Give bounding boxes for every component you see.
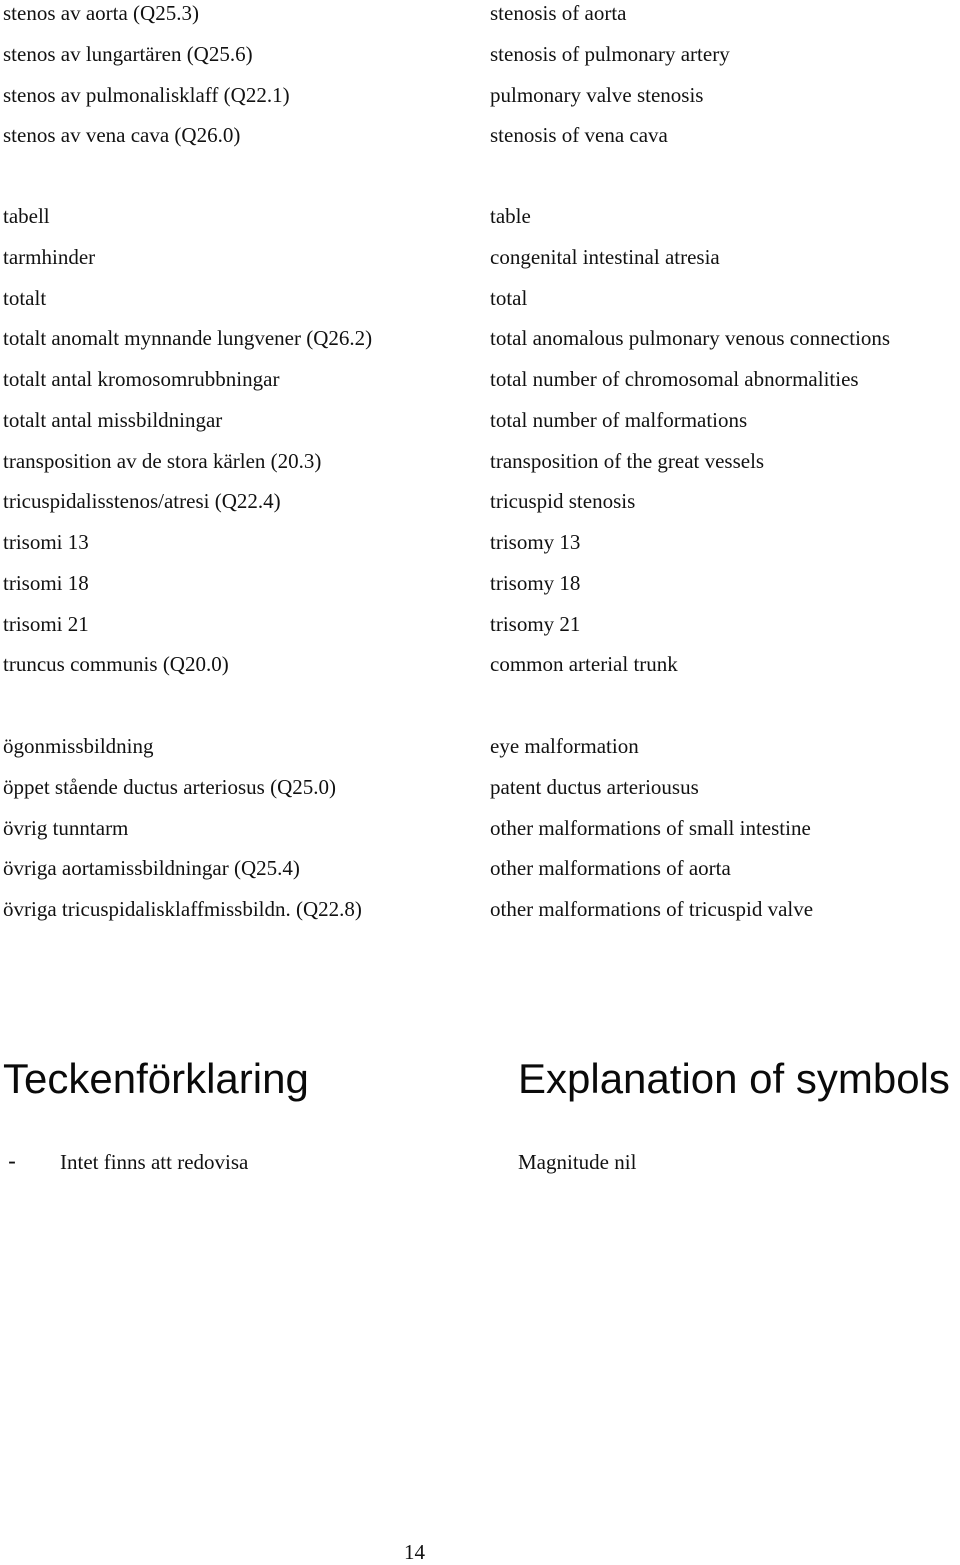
glossary-row — [0, 733, 960, 774]
glossary-row — [0, 570, 960, 611]
swedish-term: tricuspidalisstenos/atresi (Q22.4) — [3, 489, 281, 514]
swedish-term: totalt antal kromosomrubbningar — [3, 367, 280, 391]
swedish-term: stenos av aorta (Q25.3) — [3, 1, 199, 25]
english-term: total number of chromosomal abnormalities — [490, 367, 859, 391]
glossary-row — [0, 529, 960, 570]
english-term: other malformations of tricuspid valve — [490, 897, 814, 921]
swedish-term: totalt anomalt mynnande lungvener (Q26.2) — [3, 326, 373, 351]
english-term: total — [490, 285, 528, 310]
english-term: pulmonary valve stenosis — [490, 82, 704, 107]
swedish-term: trisomi 13 — [3, 530, 89, 554]
legend-heading-english: Explanation of symbols — [518, 1055, 950, 1102]
page-number: 14 — [404, 1540, 425, 1564]
english-term: transposition of the great vessels — [490, 448, 765, 473]
glossary-row — [0, 82, 960, 123]
swedish-term: öppet stående ductus arteriosus (Q25.0) — [3, 774, 336, 799]
swedish-term: övriga aortamissbildningar (Q25.4) — [3, 856, 300, 881]
glossary-row — [0, 366, 960, 407]
swedish-term: totalt — [3, 285, 47, 310]
glossary-row — [0, 651, 960, 692]
glossary-row — [0, 0, 960, 41]
glossary-row — [0, 488, 960, 529]
glossary-row — [0, 244, 960, 285]
glossary-row — [0, 448, 960, 489]
glossary-group-stenos — [0, 0, 960, 163]
glossary-group-o-umlaut — [0, 733, 960, 937]
swedish-term: truncus communis (Q20.0) — [3, 652, 229, 677]
english-term: table — [490, 204, 531, 228]
swedish-term: tabell — [3, 204, 50, 228]
glossary-row — [0, 203, 960, 244]
glossary-row — [0, 774, 960, 815]
english-term: patent ductus arteriousus — [490, 774, 699, 799]
swedish-term: stenos av pulmonalisklaff (Q22.1) — [3, 82, 290, 107]
glossary-row — [0, 407, 960, 448]
glossary-row — [0, 815, 960, 856]
glossary-row — [0, 325, 960, 366]
english-term: trisomy 13 — [490, 530, 581, 554]
english-term: total anomalous pulmonary venous connections — [490, 326, 891, 351]
swedish-term: trisomi 18 — [3, 570, 89, 595]
english-term: total number of malformations — [490, 407, 748, 432]
english-term: congenital intestinal atresia — [490, 244, 720, 269]
glossary-row — [0, 41, 960, 82]
swedish-term: tarmhinder — [3, 244, 96, 269]
english-term: eye malformation — [490, 734, 639, 758]
english-term: stenosis of pulmonary artery — [490, 41, 730, 66]
swedish-term: trisomi 21 — [3, 611, 89, 636]
glossary-row — [0, 285, 960, 326]
legend-symbol-dash: - — [8, 1148, 16, 1175]
glossary-row — [0, 611, 960, 652]
swedish-term: övrig tunntarm — [3, 815, 129, 840]
swedish-term: transposition av de stora kärlen (20.3) — [3, 448, 322, 473]
english-term: stenosis of vena cava — [490, 123, 668, 148]
english-term: trisomy 18 — [490, 570, 581, 595]
legend-heading-swedish: Teckenförklaring — [3, 1055, 309, 1102]
swedish-term: övriga tricuspidalisklaffmissbildn. (Q22.8) — [3, 897, 362, 921]
english-term: other malformations of small intestine — [490, 815, 811, 840]
glossary-group-t — [0, 203, 960, 692]
english-term: common arterial trunk — [490, 652, 678, 677]
english-term: other malformations of aorta — [490, 856, 731, 881]
english-term: stenosis of aorta — [490, 1, 627, 25]
glossary-row — [0, 896, 960, 937]
swedish-term: totalt antal missbildningar — [3, 407, 223, 432]
legend-description-swedish: Intet finns att redovisa — [60, 1150, 249, 1174]
swedish-term: stenos av lungartären (Q25.6) — [3, 41, 253, 66]
english-term: tricuspid stenosis — [490, 489, 636, 514]
swedish-term: stenos av vena cava (Q26.0) — [3, 123, 241, 148]
glossary-row — [0, 855, 960, 896]
glossary-row — [0, 122, 960, 163]
swedish-term: ögonmissbildning — [3, 734, 154, 758]
legend-description-english: Magnitude nil — [518, 1150, 637, 1174]
english-term: trisomy 21 — [490, 611, 581, 636]
